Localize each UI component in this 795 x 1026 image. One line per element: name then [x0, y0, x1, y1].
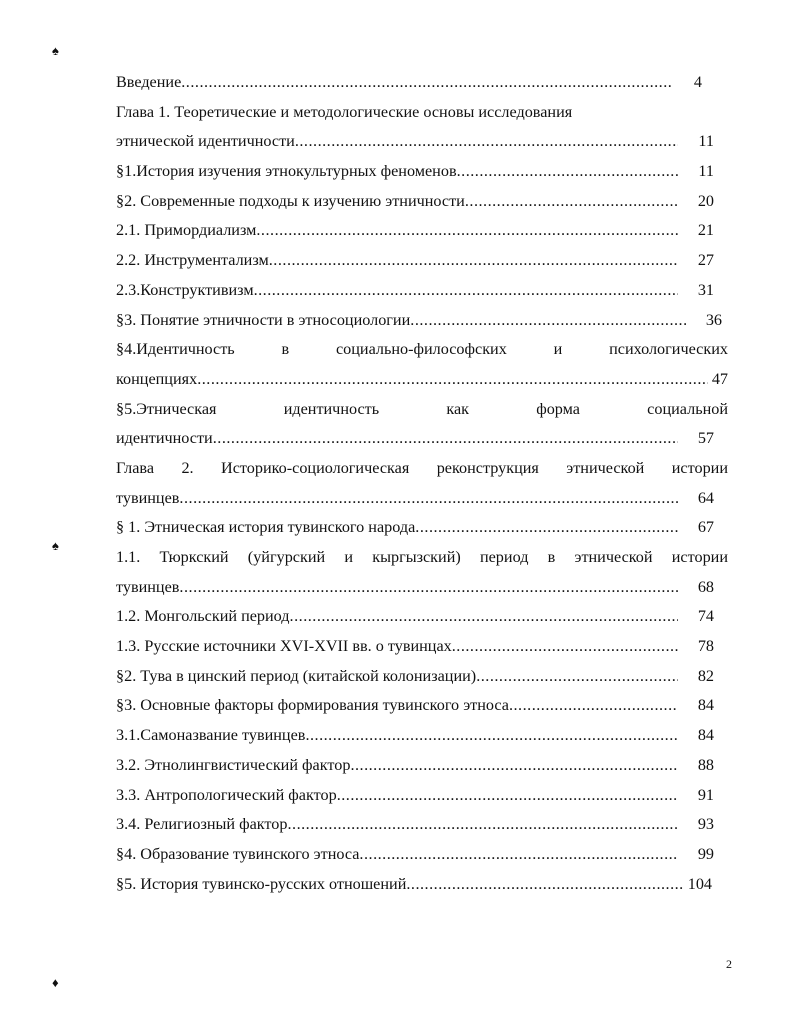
toc-entry-title: тувинцев — [116, 488, 180, 507]
toc-entry-title: 3.4. Религиозный фактор — [116, 815, 288, 834]
toc-leader-dots — [295, 127, 678, 157]
toc-leader-dots — [197, 365, 708, 395]
toc-entry-c2s4 — [116, 840, 728, 870]
toc-entry-chapter1-line1 — [116, 98, 728, 128]
toc-entry-title: §1.История изучения этнокультурных феноменов — [116, 162, 457, 181]
toc-entry-title: этнической идентичности — [116, 132, 295, 151]
toc-entry-c2s11-line1 — [116, 543, 728, 573]
toc-entry-title: §2. Тува в цинский период (китайской колонизации) — [116, 666, 477, 685]
toc-entry-title: §2. Современные подходы к изучению этничности — [116, 191, 465, 210]
toc-entry-page: 84 — [697, 726, 714, 745]
toc-entry-s4-line2 — [116, 365, 728, 395]
toc-leader-dots — [350, 751, 678, 781]
toc-entry-c2s1 — [116, 513, 728, 543]
toc-leader-dots — [179, 484, 678, 514]
toc-entry-c2s32 — [116, 751, 728, 781]
toc-entry-page: 4 — [693, 73, 702, 91]
toc-entry-title: 3.1.Самоназвание тувинцев — [116, 726, 306, 745]
toc-leader-dots — [287, 810, 678, 840]
toc-entry-page: 88 — [697, 755, 714, 774]
toc-entry-c2s2 — [116, 662, 728, 692]
toc-entry-page: 82 — [697, 666, 714, 685]
toc-entry-title: идентичности — [116, 429, 213, 448]
toc-entry-page: 93 — [697, 815, 714, 834]
toc-entry-c2s31 — [116, 721, 728, 751]
toc-entry-s4-line1 — [116, 335, 728, 365]
toc-entry-title: §3. Основные факторы формирования тувинского этноса — [116, 696, 509, 715]
toc-leader-dots — [256, 216, 678, 246]
toc-entry-page: 21 — [697, 221, 714, 240]
toc-leader-dots — [254, 276, 678, 306]
toc-entry-page: 47 — [711, 369, 728, 388]
table-of-contents — [116, 68, 728, 899]
toc-entry-chapter1-line2 — [116, 127, 728, 157]
toc-entry-page: 68 — [697, 577, 714, 596]
toc-entry-c2s5 — [116, 870, 728, 900]
toc-entry-title: Глава 2. Историко-социологическая реконструкция этнической истории — [116, 458, 728, 477]
toc-entry-title: § 1. Этническая история тувинского народа — [116, 518, 416, 537]
toc-entry-page: 11 — [698, 162, 714, 181]
toc-entry-page: 20 — [697, 191, 714, 210]
toc-entry-title: 1.2. Монгольский период — [116, 607, 290, 626]
toc-entry-c2s34 — [116, 810, 728, 840]
toc-leader-dots — [406, 870, 684, 900]
toc-entry-title: тувинцев — [116, 577, 180, 596]
toc-leader-dots — [213, 424, 678, 454]
toc-entry-page: 27 — [697, 251, 714, 270]
toc-leader-dots — [410, 306, 686, 336]
toc-entry-s3 — [116, 306, 728, 336]
toc-entry-c2s33 — [116, 781, 728, 811]
toc-entry-page: 99 — [697, 844, 714, 863]
binding-mark-bottom: ♦ — [52, 975, 59, 990]
toc-entry-c2s3 — [116, 691, 728, 721]
toc-entry-s5-line1 — [116, 395, 728, 425]
toc-leader-dots — [465, 187, 678, 217]
toc-leader-dots — [509, 691, 678, 721]
binding-mark-middle: ♠ — [52, 538, 59, 553]
toc-entry-s2 — [116, 187, 728, 217]
toc-entry-title: §5. История тувинско-русских отношений — [116, 874, 407, 893]
toc-leader-dots — [290, 602, 678, 632]
toc-entry-page: 84 — [697, 696, 714, 715]
toc-entry-s5-line2 — [116, 424, 728, 454]
toc-entry-title: §4.Идентичность в социально-философских и психологических — [116, 340, 728, 359]
toc-entry-chapter2-line2 — [116, 484, 728, 514]
toc-entry-page: 78 — [697, 637, 714, 656]
toc-entry-page: 104 — [687, 874, 712, 893]
toc-entry-title: Введение — [116, 73, 182, 91]
toc-entry-title: 1.1. Тюркский (уйгурский и кыргызский) период в этнической истории — [116, 548, 728, 566]
toc-entry-title: 2.3.Конструктивизм — [116, 280, 254, 299]
toc-entry-s1 — [116, 157, 728, 187]
toc-entry-chapter2-line1 — [116, 454, 728, 484]
toc-entry-title: 2.2. Инструментализм — [116, 251, 269, 270]
toc-leader-dots — [269, 246, 678, 276]
toc-entry-s21 — [116, 216, 728, 246]
toc-entry-c2s13 — [116, 632, 728, 662]
toc-entry-title: §3. Понятие этничности в этносоциологии — [116, 310, 411, 329]
toc-leader-dots — [476, 662, 678, 692]
toc-entry-title: 3.3. Антропологический фактор — [116, 785, 337, 804]
toc-entry-page: 67 — [697, 518, 714, 537]
toc-leader-dots — [359, 840, 678, 870]
page-number: 2 — [726, 957, 732, 971]
toc-leader-dots — [452, 632, 678, 662]
toc-leader-dots — [305, 721, 678, 751]
toc-entry-page: 64 — [697, 488, 714, 507]
toc-entry-page: 91 — [697, 785, 714, 804]
toc-leader-dots — [181, 68, 672, 98]
toc-entry-title: 2.1. Примордиализм — [116, 221, 257, 240]
toc-leader-dots — [457, 157, 678, 187]
toc-entry-c2s12 — [116, 602, 728, 632]
toc-entry-s22 — [116, 246, 728, 276]
toc-entry-page: 74 — [697, 607, 714, 626]
toc-entry-title: §5.Этническая идентичность как форма социальной — [116, 399, 728, 418]
toc-entry-intro — [116, 68, 728, 98]
toc-entry-title: 3.2. Этнолингвистический фактор — [116, 755, 351, 774]
toc-entry-title: Глава 1. Теоретические и методологические основы исследования — [116, 102, 573, 121]
toc-entry-title: §4. Образование тувинского этноса — [116, 844, 360, 863]
toc-leader-dots — [337, 781, 678, 811]
toc-leader-dots — [415, 513, 678, 543]
toc-entry-title: концепциях — [116, 369, 198, 388]
toc-leader-dots — [179, 573, 678, 603]
toc-entry-page: 57 — [697, 429, 714, 448]
toc-entry-page: 36 — [705, 310, 722, 329]
binding-mark-top: ♠ — [52, 43, 59, 58]
toc-entry-title: 1.3. Русские источники XVI-XVII вв. о тувинцах — [116, 637, 452, 656]
toc-entry-page: 31 — [697, 280, 714, 299]
toc-entry-s23 — [116, 276, 728, 306]
toc-entry-page: 11 — [698, 132, 714, 151]
toc-entry-c2s11-line2 — [116, 573, 728, 603]
